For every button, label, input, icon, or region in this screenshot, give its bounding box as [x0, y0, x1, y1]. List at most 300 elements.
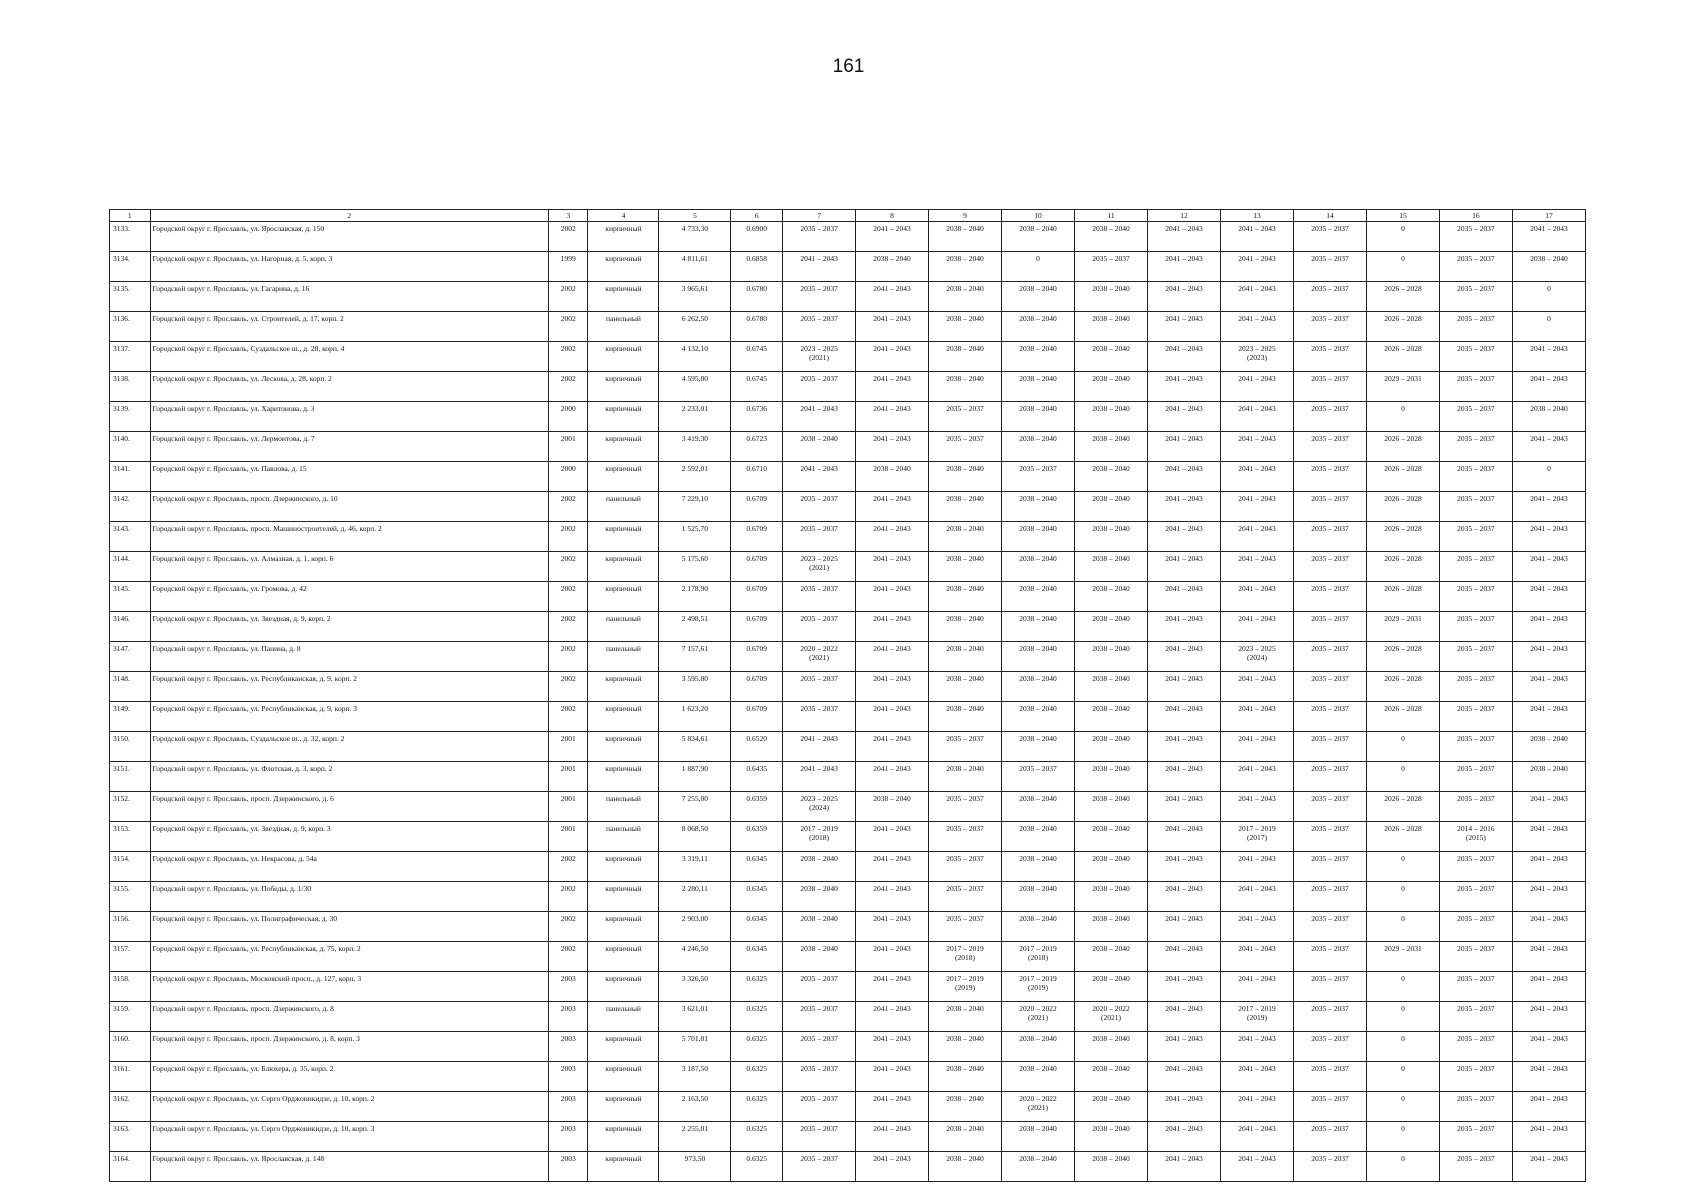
cell-col-9 — [929, 702, 1002, 732]
cell-value: 2020 – 2022 — [1019, 1004, 1057, 1013]
cell-col-6 — [731, 672, 783, 702]
cell-col-5 — [659, 252, 731, 282]
cell-col-15 — [1366, 432, 1439, 462]
cell-value: 2041 – 2043 — [873, 404, 911, 413]
cell-value: 2 178,90 — [681, 584, 709, 593]
cell-value: 2041 – 2043 — [873, 524, 911, 533]
cell-col-16 — [1439, 312, 1512, 342]
cell-value: 2041 – 2043 — [1165, 464, 1203, 473]
cell-value: 0 — [1401, 764, 1405, 773]
cell-col-12 — [1148, 612, 1221, 642]
cell-col-5 — [659, 792, 731, 822]
cell-col-17 — [1512, 582, 1585, 612]
cell-value: 2026 – 2028 — [1384, 464, 1422, 473]
cell-col-4 — [588, 972, 659, 1002]
cell-col-6 — [731, 402, 783, 432]
cell-col-14 — [1293, 462, 1366, 492]
cell-col-8 — [856, 402, 929, 432]
cell-value: 2002 — [560, 314, 576, 323]
cell-col-7 — [783, 552, 856, 582]
cell-col-9 — [929, 552, 1002, 582]
cell-value: 2038 – 2040 — [1092, 674, 1130, 683]
cell-value: Городской округ г. Ярославль, ул. Гагарина, д. 16 — [152, 284, 310, 293]
cell-col-11 — [1075, 1062, 1148, 1092]
cell-col-10 — [1002, 282, 1075, 312]
table-row — [110, 1092, 1586, 1122]
cell-value: 2041 – 2043 — [1238, 374, 1276, 383]
cell-value: 2041 – 2043 — [1165, 1154, 1203, 1163]
cell-col-2 — [150, 462, 548, 492]
cell-col-7 — [783, 432, 856, 462]
cell-col-6 — [731, 222, 783, 252]
cell-value: 0.6709 — [746, 584, 768, 593]
cell-value: 2038 – 2040 — [1092, 524, 1130, 533]
cell-col-3 — [548, 372, 588, 402]
cell-col-12 — [1148, 492, 1221, 522]
cell-col-13 — [1220, 432, 1293, 462]
cell-col-7 — [783, 402, 856, 432]
cell-value: 2038 – 2040 — [873, 794, 911, 803]
cell-value: 2035 – 2037 — [1311, 554, 1349, 563]
cell-value: 2038 – 2040 — [1092, 1034, 1130, 1043]
cell-value: 2041 – 2043 — [1530, 704, 1568, 713]
cell-value: 0 — [1547, 314, 1551, 323]
cell-col-6 — [731, 1062, 783, 1092]
cell-value: 2041 – 2043 — [1530, 674, 1568, 683]
cell-value: 7 157,61 — [681, 644, 709, 653]
cell-value: 2002 — [560, 494, 576, 503]
cell-value: Городской округ г. Ярославль, ул. Ярославская, д. 150 — [152, 224, 325, 233]
cell-col-11 — [1075, 912, 1148, 942]
cell-value: 2 903,00 — [681, 914, 709, 923]
cell-col-7 — [783, 732, 856, 762]
cell-col-10 — [1002, 972, 1075, 1002]
cell-value: 2035 – 2037 — [800, 314, 838, 323]
cell-value: 2041 – 2043 — [1165, 824, 1203, 833]
cell-col-4 — [588, 642, 659, 672]
cell-col-6 — [731, 642, 783, 672]
cell-value: 1 525,70 — [681, 524, 709, 533]
cell-value: 2035 – 2037 — [1311, 374, 1349, 383]
cell-value: 2041 – 2043 — [1165, 1004, 1203, 1013]
cell-col-9 — [929, 1002, 1002, 1032]
cell-col-11 — [1075, 582, 1148, 612]
cell-col-8 — [856, 672, 929, 702]
cell-value: 2035 – 2037 — [800, 614, 838, 623]
housing-register-table — [109, 209, 1586, 1182]
cell-value: кирпичный — [605, 1094, 642, 1103]
cell-col-9 — [929, 642, 1002, 672]
cell-col-11 — [1075, 342, 1148, 372]
cell-value: 2038 – 2040 — [1019, 734, 1057, 743]
cell-col-11 — [1075, 432, 1148, 462]
cell-value: 6 262,50 — [681, 314, 709, 323]
cell-col-16 — [1439, 852, 1512, 882]
table-row — [110, 852, 1586, 882]
cell-col-1 — [110, 792, 151, 822]
cell-col-4 — [588, 432, 659, 462]
cell-value: 2041 – 2043 — [1530, 614, 1568, 623]
cell-col-14 — [1293, 882, 1366, 912]
cell-col-3 — [548, 702, 588, 732]
cell-value: 2041 – 2043 — [1238, 674, 1276, 683]
cell-col-4 — [588, 372, 659, 402]
cell-col-9 — [929, 372, 1002, 402]
cell-col-15 — [1366, 942, 1439, 972]
column-header-5: 5 — [659, 210, 731, 222]
cell-value: 2038 – 2040 — [1092, 644, 1130, 653]
cell-value: 2041 – 2043 — [1238, 464, 1276, 473]
cell-col-6 — [731, 372, 783, 402]
cell-subvalue: (2024) — [1246, 653, 1267, 662]
cell-value: 2035 – 2037 — [1311, 404, 1349, 413]
cell-col-16 — [1439, 672, 1512, 702]
cell-value: 2035 – 2037 — [1457, 644, 1495, 653]
cell-value: Городской округ г. Ярославль, ул. Строителей, д. 17, корп. 2 — [152, 314, 344, 323]
cell-value: 2038 – 2040 — [1019, 1064, 1057, 1073]
cell-value: 2035 – 2037 — [800, 974, 838, 983]
cell-value: кирпичный — [605, 884, 642, 893]
cell-col-8 — [856, 522, 929, 552]
cell-col-15 — [1366, 1062, 1439, 1092]
cell-col-9 — [929, 342, 1002, 372]
cell-col-7 — [783, 282, 856, 312]
cell-value: 0.6345 — [746, 884, 768, 893]
cell-col-17 — [1512, 432, 1585, 462]
cell-col-13 — [1220, 672, 1293, 702]
cell-value: 3156. — [113, 914, 130, 923]
cell-col-14 — [1293, 1152, 1366, 1182]
cell-value: 3155. — [113, 884, 130, 893]
cell-value: 2035 – 2037 — [1311, 764, 1349, 773]
cell-col-13 — [1220, 702, 1293, 732]
cell-value: 3152. — [113, 794, 130, 803]
cell-value: 2035 – 2037 — [1457, 494, 1495, 503]
cell-value: 2041 – 2043 — [1165, 974, 1203, 983]
cell-col-9 — [929, 582, 1002, 612]
cell-col-3 — [548, 792, 588, 822]
cell-value: 2041 – 2043 — [1238, 1124, 1276, 1133]
cell-value: 2038 – 2040 — [1019, 704, 1057, 713]
cell-col-17 — [1512, 612, 1585, 642]
cell-value: 2041 – 2043 — [1530, 644, 1568, 653]
cell-col-14 — [1293, 1122, 1366, 1152]
cell-col-7 — [783, 852, 856, 882]
cell-col-9 — [929, 972, 1002, 1002]
cell-col-15 — [1366, 282, 1439, 312]
cell-col-10 — [1002, 462, 1075, 492]
cell-value: 2035 – 2037 — [946, 824, 984, 833]
cell-value: 2001 — [560, 764, 576, 773]
cell-value: 2026 – 2028 — [1384, 674, 1422, 683]
cell-value: 2038 – 2040 — [946, 524, 984, 533]
cell-col-9 — [929, 1062, 1002, 1092]
cell-value: 2041 – 2043 — [1165, 374, 1203, 383]
cell-value: 2038 – 2040 — [946, 254, 984, 263]
cell-value: 0.6359 — [746, 824, 768, 833]
cell-col-8 — [856, 972, 929, 1002]
cell-col-3 — [548, 882, 588, 912]
cell-value: 2000 — [560, 464, 576, 473]
table-row — [110, 612, 1586, 642]
cell-col-17 — [1512, 522, 1585, 552]
cell-col-15 — [1366, 912, 1439, 942]
cell-col-7 — [783, 1122, 856, 1152]
cell-col-14 — [1293, 222, 1366, 252]
table-row — [110, 432, 1586, 462]
cell-value: 2041 – 2043 — [1238, 284, 1276, 293]
cell-col-5 — [659, 492, 731, 522]
cell-col-12 — [1148, 1002, 1221, 1032]
cell-value: кирпичный — [605, 674, 642, 683]
cell-col-16 — [1439, 222, 1512, 252]
cell-col-8 — [856, 612, 929, 642]
cell-value: 4 595,80 — [681, 374, 709, 383]
cell-col-6 — [731, 522, 783, 552]
cell-value: 2023 – 2025 — [800, 554, 838, 563]
cell-col-10 — [1002, 222, 1075, 252]
cell-value: 2002 — [560, 554, 576, 563]
cell-col-10 — [1002, 852, 1075, 882]
cell-col-9 — [929, 492, 1002, 522]
cell-value: 2041 – 2043 — [1530, 1124, 1568, 1133]
cell-value: 973,50 — [684, 1154, 706, 1163]
cell-value: 2035 – 2037 — [800, 494, 838, 503]
cell-value: 2035 – 2037 — [946, 854, 984, 863]
cell-value: 0 — [1401, 884, 1405, 893]
cell-col-11 — [1075, 822, 1148, 852]
cell-col-14 — [1293, 492, 1366, 522]
cell-col-13 — [1220, 252, 1293, 282]
cell-col-1 — [110, 672, 151, 702]
cell-col-1 — [110, 732, 151, 762]
cell-col-1 — [110, 882, 151, 912]
cell-value: 2035 – 2037 — [1457, 854, 1495, 863]
cell-col-11 — [1075, 702, 1148, 732]
cell-value: 2041 – 2043 — [1165, 494, 1203, 503]
cell-col-8 — [856, 432, 929, 462]
cell-value: 2020 – 2022 — [1092, 1004, 1130, 1013]
cell-value: 2026 – 2028 — [1384, 284, 1422, 293]
table-row — [110, 462, 1586, 492]
cell-value: 2038 – 2040 — [800, 944, 838, 953]
cell-value: панельный — [605, 1004, 641, 1013]
cell-col-1 — [110, 432, 151, 462]
cell-value: 2041 – 2043 — [1165, 1094, 1203, 1103]
cell-value: 2038 – 2040 — [946, 344, 984, 353]
cell-col-14 — [1293, 642, 1366, 672]
cell-value: 3138. — [113, 374, 130, 383]
cell-col-7 — [783, 1152, 856, 1182]
cell-value: 0.6709 — [746, 614, 768, 623]
cell-value: 2035 – 2037 — [1311, 1004, 1349, 1013]
cell-col-10 — [1002, 642, 1075, 672]
cell-value: 2035 – 2037 — [1311, 1154, 1349, 1163]
cell-col-6 — [731, 1002, 783, 1032]
cell-subvalue: (2019) — [955, 983, 976, 992]
cell-value: 0 — [1401, 1064, 1405, 1073]
cell-value: 2041 – 2043 — [1530, 494, 1568, 503]
cell-value: 2001 — [560, 734, 576, 743]
cell-col-1 — [110, 612, 151, 642]
cell-col-8 — [856, 342, 929, 372]
cell-value: 2003 — [560, 1034, 576, 1043]
cell-col-10 — [1002, 672, 1075, 702]
cell-col-13 — [1220, 612, 1293, 642]
cell-col-12 — [1148, 582, 1221, 612]
cell-col-12 — [1148, 702, 1221, 732]
cell-value: 2038 – 2040 — [946, 1124, 984, 1133]
cell-col-1 — [110, 552, 151, 582]
cell-value: 3154. — [113, 854, 130, 863]
cell-col-15 — [1366, 1002, 1439, 1032]
cell-col-16 — [1439, 372, 1512, 402]
cell-value: 0.6325 — [746, 1094, 768, 1103]
cell-value: 2041 – 2043 — [1530, 854, 1568, 863]
cell-col-14 — [1293, 582, 1366, 612]
cell-col-2 — [150, 582, 548, 612]
cell-value: панельный — [605, 314, 641, 323]
cell-value: 0 — [1401, 734, 1405, 743]
cell-value: 2038 – 2040 — [1092, 344, 1130, 353]
cell-col-1 — [110, 1032, 151, 1062]
cell-value: панельный — [605, 494, 641, 503]
cell-col-14 — [1293, 402, 1366, 432]
cell-col-5 — [659, 342, 731, 372]
cell-col-14 — [1293, 1002, 1366, 1032]
cell-col-12 — [1148, 522, 1221, 552]
cell-col-5 — [659, 912, 731, 942]
cell-value: 3159. — [113, 1004, 130, 1013]
cell-value: 0.6723 — [746, 434, 768, 443]
cell-col-1 — [110, 852, 151, 882]
cell-value: 2038 – 2040 — [1530, 254, 1568, 263]
cell-value: Городской округ г. Ярославль, просп. Дзержинского, д. 8, корп. 3 — [152, 1034, 360, 1043]
cell-value: 2038 – 2040 — [1092, 404, 1130, 413]
cell-col-2 — [150, 522, 548, 552]
cell-col-14 — [1293, 732, 1366, 762]
cell-value: 2038 – 2040 — [1019, 434, 1057, 443]
cell-col-9 — [929, 1122, 1002, 1152]
cell-col-12 — [1148, 252, 1221, 282]
cell-col-11 — [1075, 222, 1148, 252]
cell-col-10 — [1002, 912, 1075, 942]
cell-col-2 — [150, 972, 548, 1002]
cell-col-6 — [731, 1152, 783, 1182]
cell-value: 2002 — [560, 914, 576, 923]
cell-col-2 — [150, 492, 548, 522]
cell-col-17 — [1512, 702, 1585, 732]
cell-col-17 — [1512, 252, 1585, 282]
cell-col-8 — [856, 1152, 929, 1182]
cell-value: 2038 – 2040 — [1092, 314, 1130, 323]
cell-value: 2041 – 2043 — [873, 1004, 911, 1013]
cell-col-14 — [1293, 972, 1366, 1002]
cell-value: 2041 – 2043 — [1238, 1034, 1276, 1043]
column-header-1: 1 — [110, 210, 151, 222]
cell-col-4 — [588, 252, 659, 282]
cell-value: 2038 – 2040 — [1092, 794, 1130, 803]
cell-value: 2041 – 2043 — [873, 284, 911, 293]
cell-value: 2041 – 2043 — [1238, 1094, 1276, 1103]
cell-col-3 — [548, 492, 588, 522]
cell-col-13 — [1220, 822, 1293, 852]
cell-col-15 — [1366, 882, 1439, 912]
cell-col-7 — [783, 222, 856, 252]
cell-col-2 — [150, 1152, 548, 1182]
cell-value: 2035 – 2037 — [1311, 254, 1349, 263]
cell-col-16 — [1439, 882, 1512, 912]
cell-col-14 — [1293, 522, 1366, 552]
cell-col-15 — [1366, 1032, 1439, 1062]
cell-col-10 — [1002, 312, 1075, 342]
cell-value: 3 187,50 — [681, 1064, 709, 1073]
cell-col-16 — [1439, 282, 1512, 312]
cell-value: 2035 – 2037 — [1457, 1034, 1495, 1043]
cell-value: 2041 – 2043 — [800, 734, 838, 743]
cell-value: 2035 – 2037 — [1457, 284, 1495, 293]
cell-col-4 — [588, 702, 659, 732]
cell-col-12 — [1148, 222, 1221, 252]
cell-value: 2038 – 2040 — [1530, 734, 1568, 743]
column-header-11: 11 — [1075, 210, 1148, 222]
cell-value: 2038 – 2040 — [1019, 824, 1057, 833]
cell-value: Городской округ г. Ярославль, ул. Лескова, д. 28, корп. 2 — [152, 374, 332, 383]
cell-col-12 — [1148, 432, 1221, 462]
table-row — [110, 1062, 1586, 1092]
cell-col-17 — [1512, 792, 1585, 822]
cell-col-13 — [1220, 642, 1293, 672]
cell-col-2 — [150, 912, 548, 942]
cell-value: 2041 – 2043 — [1165, 1064, 1203, 1073]
cell-col-10 — [1002, 252, 1075, 282]
cell-col-3 — [548, 462, 588, 492]
cell-value: 2038 – 2040 — [946, 494, 984, 503]
cell-col-16 — [1439, 252, 1512, 282]
cell-col-10 — [1002, 1032, 1075, 1062]
cell-col-3 — [548, 612, 588, 642]
table-row — [110, 252, 1586, 282]
cell-value: 2038 – 2040 — [946, 644, 984, 653]
cell-col-15 — [1366, 1092, 1439, 1122]
cell-value: 2038 – 2040 — [800, 914, 838, 923]
cell-col-10 — [1002, 882, 1075, 912]
cell-col-2 — [150, 822, 548, 852]
cell-col-2 — [150, 222, 548, 252]
cell-col-7 — [783, 582, 856, 612]
cell-col-17 — [1512, 972, 1585, 1002]
cell-value: 3153. — [113, 824, 130, 833]
cell-value: Городской округ г. Ярославль, ул. Лермонтова, д. 7 — [152, 434, 315, 443]
cell-value: 0.6710 — [746, 464, 768, 473]
cell-col-1 — [110, 372, 151, 402]
cell-value: 2041 – 2043 — [1165, 734, 1203, 743]
cell-col-6 — [731, 582, 783, 612]
cell-col-6 — [731, 1092, 783, 1122]
cell-value: 2038 – 2040 — [1092, 944, 1130, 953]
cell-col-16 — [1439, 1122, 1512, 1152]
cell-col-7 — [783, 822, 856, 852]
table-row — [110, 762, 1586, 792]
cell-col-17 — [1512, 1152, 1585, 1182]
cell-subvalue: (2019) — [1028, 983, 1049, 992]
table-row — [110, 642, 1586, 672]
cell-col-6 — [731, 492, 783, 522]
cell-col-17 — [1512, 402, 1585, 432]
cell-value: 2035 – 2037 — [1457, 614, 1495, 623]
cell-value: 2041 – 2043 — [873, 224, 911, 233]
cell-col-15 — [1366, 762, 1439, 792]
